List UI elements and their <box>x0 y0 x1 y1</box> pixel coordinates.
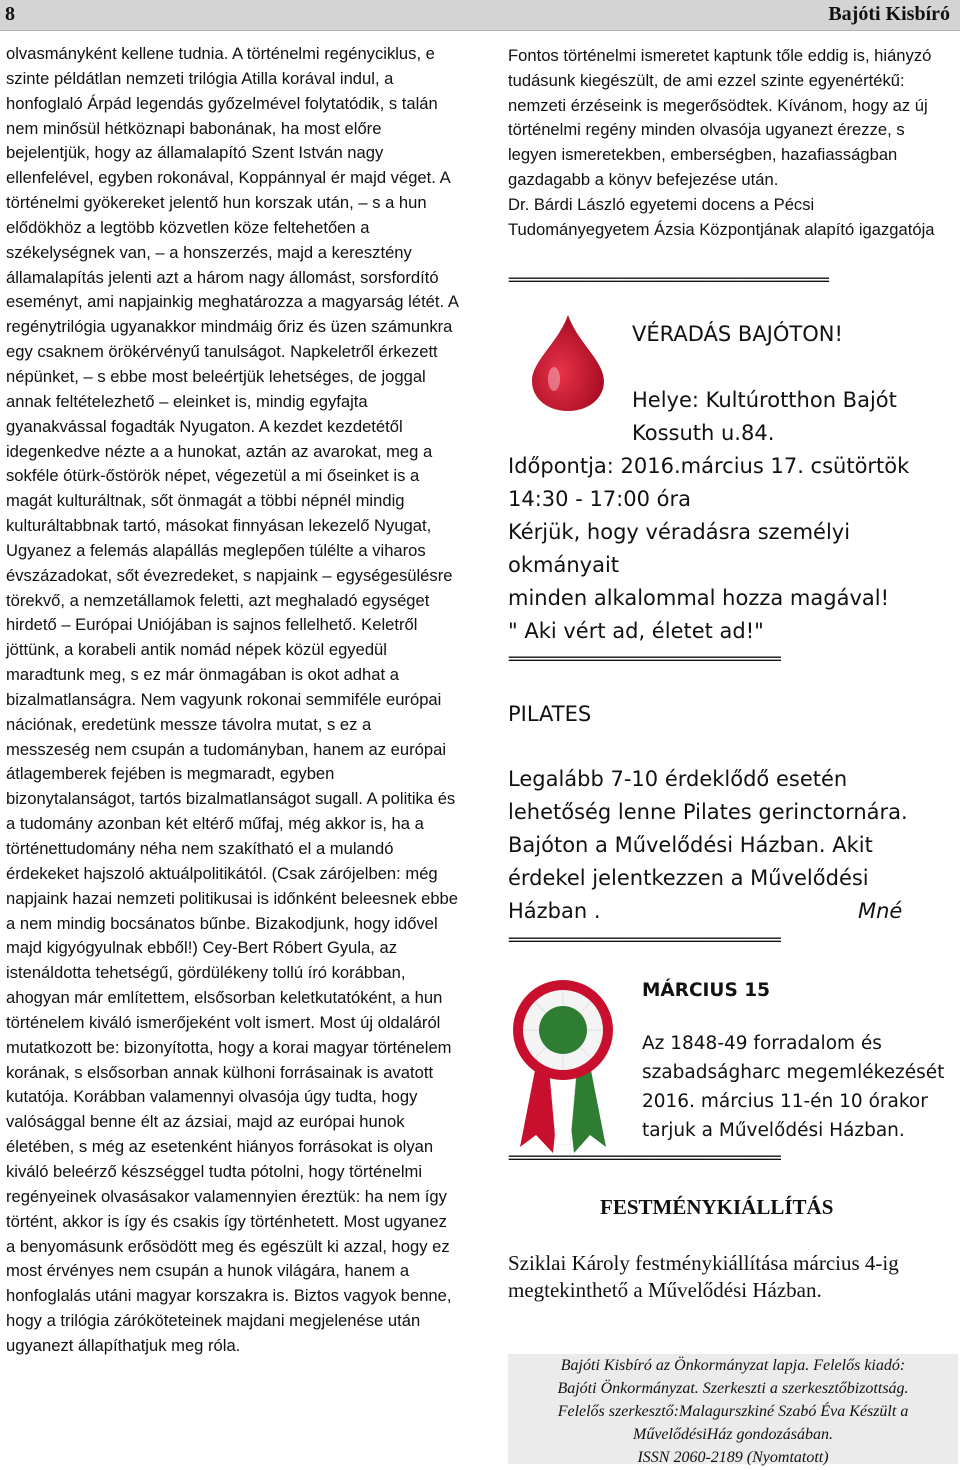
marcius-title: MÁRCIUS 15 <box>642 980 770 1001</box>
veradas-slogan: " Aki vért ad, életet ad!" <box>508 619 764 643</box>
pilates-line1: Legalább 7-10 érdeklődő esetén <box>508 767 848 791</box>
marcius-line4: tarjuk a Művelődési Házban. <box>642 1120 905 1141</box>
marcius-line1: Az 1848-49 forradalom és <box>642 1033 882 1054</box>
article-continuation <box>508 44 956 242</box>
colophon-line: Felelős szerkesztő:Malagurszkiné Szabó Éva Készült a <box>557 1403 909 1420</box>
marcius-line2: szabadságharc megemlékezését <box>642 1062 945 1083</box>
separator-line: ================================== <box>508 649 782 668</box>
veradas-title: VÉRADÁS BAJÓTON! <box>632 322 843 346</box>
colophon-line: Bajóti Önkormányzat. Szerkeszti a szerkesztőbizottság. <box>557 1380 909 1397</box>
veradas-place-line2: Kossuth u.84. <box>632 421 775 445</box>
veradas-place-line1: Helye: Kultúrotthon Bajót <box>632 388 897 412</box>
colophon-issn: ISSN 2060-2189 (Nyomtatott) <box>637 1449 829 1466</box>
festmeny-text: Sziklai Károly festménykiállítása március 4-ig megtekinthető a Művelődési Házban. <box>508 1251 899 1302</box>
article-author: Dr. Bárdi László egyetemi docens a Pécsi Tudományegyetem Ázsia Központjának alapító igazgatója <box>508 194 935 239</box>
right-column <box>508 0 956 1470</box>
separator-line: ================================== <box>508 1148 782 1167</box>
blood-drop-icon <box>528 313 608 413</box>
colophon-line: Bajóti Kisbíró az Önkormányzat lapja. Felelős kiadó: <box>560 1357 906 1374</box>
pilates-signature: Mné <box>858 899 903 923</box>
article-closing-text: Fontos történelmi ismeretet kaptunk tőle eddig is, hiányzó tudásunk kiegészült, de ami ezzel szinte egyenértékű: nemzeti érzéseink is megerősödtek. Kívánom, hogy az új történelmi regény minden olvasója ugyanezt érezze, s legyen ismeretekben, emberségben, hazafiasságban gazdagabb a könyv befejezése után. <box>508 46 932 189</box>
colophon-footer <box>508 1354 958 1464</box>
veradas-request-line2: okmányait <box>508 553 620 577</box>
separator-line: ================================== <box>508 930 782 949</box>
pilates-title: PILATES <box>508 702 592 726</box>
pilates-line3: Bajóton a Művelődési Házban. Akit <box>508 833 873 857</box>
rosette-cockade-icon <box>508 975 618 1155</box>
separator-line: ======================================== <box>508 270 830 289</box>
pilates-line5: Házban . <box>508 899 601 923</box>
marcius-line3: 2016. március 11-én 10 órakor <box>642 1091 928 1112</box>
article-text: olvasmányként kellene tudnia. A történelmi regényciklus, e szinte példátlan nemzeti trilógia Atilla korával indul, a honfoglaló Árpád legendás győzelmével folytatódik, s talán nem minősül hétköznapi babonának, ha most előre bejelentjük, hogy az államalapító Szent István nagy ellenfelével, egyben rokonával, Koppánnyal ér majd véget. A történelmi gyökereket jelentő hun korszak után, – s a hun elődökhöz a legtöbb közvetlen köze feltehetően a székelységnek van, – a honszerzés, majd a keresztény államalapítás jelenti azt a három nagy állomást, sorsfordító eseményt, ami napjainkig meghatározza a magyarság létét. A regénytrilógia ugyanakkor mindmáig őriz és üzen számunkra egy csaknem örökérvényű tanulságot. Napkeletről érkezett népünket, – s ebbe most beleértjük lehetséges, de joggal annak feltételezhető – eleinket is, mindig egyfajta gyanakvással fogadták Nyugaton. A kezdet kezdetétől idegenkedve nézte a a hunokat, aztán az avarokat, meg a sokféle ótürk-őstörök népet, végezetül a mi őseinket is a magát kulturáltnak, sőt önmagát a többi népnél mindig kulturáltabbnak tartó, másokat finnyásan lekezelő Nyugat, Ugyanez a felemás alapállás meglepően túlélte a viharos évszázadokat, sőt évezredeket, s napjaink – egységesülésre törekvő, a nemzetállamok feletti, azt meghaladó egységet hirdető – Európai Uniójában is sajnos fellelhető. Keletről jöttünk, a korabeli antik nomád népek közül egyedül maradtunk meg, s ez már önmagában is okot adhat a bizalmatlanságra. Nem vagyunk rokonai semmiféle európai nációnak, eredetünk messze távolra mutat, s ez a messzeség nem csupán a tudományban, hanem az európai átlagemberek fejében is megmaradt, egyben bizonytalanságot, tartós bizalmatlanságot sugall. A politika és a tudomány azonban két eltérő műfaj, még akkor is, ha a történettudomány néha nem szakítható el a mulandó érdekeket hajszoló aktuálpolitikától. (Csak zárójelben: még napjaink hazai nemzeti politikusai is időnként beleesnek ebbe a nem mindig bocsánatos bűnbe. Bizakodjunk, hogy idővel majd kigyógyulnak ebből!) Cey-Bert Róbert Gyula, az istenáldotta tehetségű, gördülékeny tollú író korábban, ahogyan már említettem, elsősorban keletkutatóként, a hun történelem kiváló ismerőjeként volt ismert. Most új oldaláról mutatkozott be: bizonyította, hogy a korai magyar történelem korának, s elsősorban annak külhoni forrásainak is avatott kutatója. Korábban valamennyi olvasója úgy tudta, hogy valósággal benne élt az ázsiai, majd az európai hunok életében, s még az esetenként hiányos forrásokat is olyan kiváló beleérző készséggel tudta pótolni, hogy történelmi regényeinek olvasásakor valamennyien éreztük: ha nem így történt, akkor is így és csakis így történhetett. Most ugyanez a benyomásunk erősödött meg és egészült ki azzal, hogy ez most érvényes nem csupán a hunok világára, hanem a honfoglalás utáni magyar korszakra is. Biztos vagyok benne, hogy a trilógia záróköteteinek majdani megjelenése után ugyanezt állapíthatjuk meg róla. <box>6 44 459 1355</box>
pilates-line2: lehetőség lenne Pilates gerinctornára. <box>508 800 908 824</box>
festmeny-title: FESTMÉNYKIÁLLÍTÁS <box>600 1195 834 1219</box>
publication-title: Bajóti Kisbíró <box>828 3 950 25</box>
page-number: 8 <box>5 3 15 25</box>
veradas-request-line3: minden alkalommal hozza magával! <box>508 586 889 610</box>
pilates-line4: érdekel jelentkezzen a Művelődési <box>508 866 869 890</box>
colophon-line: MűvelődésiHáz gondozásában. <box>633 1426 833 1443</box>
left-column <box>6 42 458 1359</box>
veradas-request-line1: Kérjük, hogy véradásra személyi <box>508 520 851 544</box>
veradas-time-line1: Időpontja: 2016.március 17. csütörtök <box>508 454 910 478</box>
veradas-time-line2: 14:30 - 17:00 óra <box>508 487 691 511</box>
